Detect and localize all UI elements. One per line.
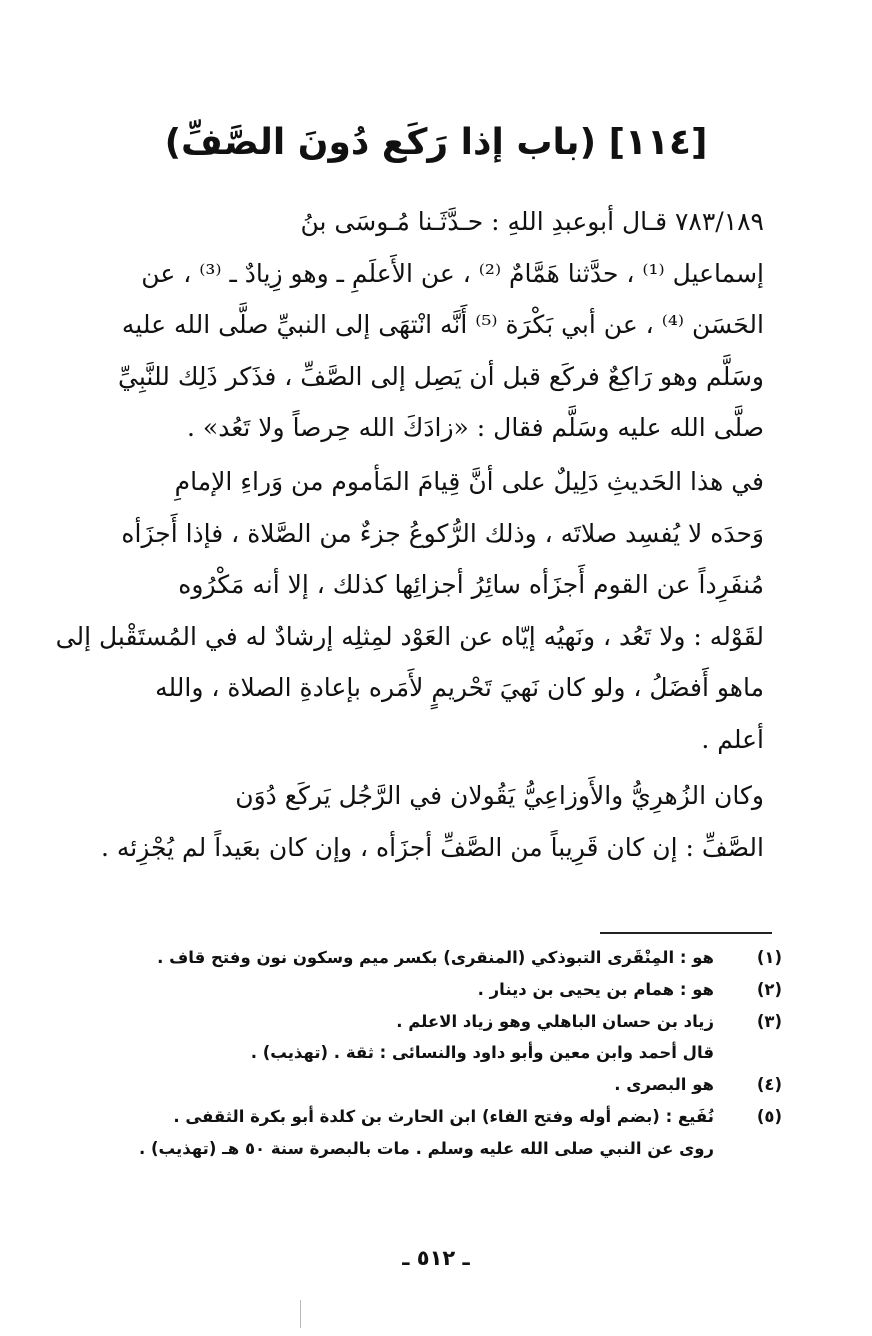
hadith-line: إسماعيل ⁽¹⁾ ، حدَّثنا هَمَّامٌ ⁽²⁾ ، عن الأَعلَمِ ـ وهو زِيادٌ ـ ⁽³⁾ ، عن <box>141 258 764 288</box>
chapter-title: [١١٤] (باب إذا رَكَع دُونَ الصَّفِّ) <box>164 122 708 163</box>
footnote-number <box>738 1037 782 1069</box>
hadith-line: صلَّى الله عليه وسَلَّم فقال : «زادَكَ الله حِرصاً ولا تَعُد» . <box>187 413 764 442</box>
footnote <box>130 974 782 1006</box>
footnote-continuation <box>130 1133 782 1165</box>
commentary-paragraph-1 <box>55 456 764 765</box>
footnote-text: نُفَيع : (بضم أوله وفتح الفاء) ابن الحارث بن كلدة أبو بكرة الثقفى . <box>173 1106 714 1126</box>
footnote-divider <box>600 932 772 934</box>
footnote-text: هو البصرى . <box>614 1075 714 1095</box>
footnote-number: (٥) <box>756 1106 782 1126</box>
footnote-text: قال أحمد وابن معين وأبو داود والنسائى : ثقة . (تهذيب) . <box>250 1043 714 1063</box>
footnote-continuation <box>130 1037 782 1069</box>
footnote-text: زياد بن حسان الباهلي وهو زياد الاعلم . <box>396 1011 714 1031</box>
footnote-text: روى عن النبي صلى الله عليه وسلم . مات بالبصرة سنة ٥٠ هـ (تهذيب) . <box>139 1138 714 1158</box>
hadith-line: وسَلَّم وهو رَاكِعٌ فركَع قبل أن يَصِل إلى الصَّفِّ ، فذَكر ذَلِك للنَّبِيِّ <box>118 361 764 391</box>
footnote <box>130 942 782 974</box>
hadith-line: الحَسَن ⁽⁴⁾ ، عن أبي بَكْرَة ⁽⁵⁾ أَنَّه انْتهَى إلى النبيِّ صلَّى الله عليه <box>121 310 764 339</box>
commentary-line: لقَوْله : ولا تَعُد ، ونَهيُه إيّاه عن العَوْد لمِثلِه إرشادٌ له في المُستَقْبل إلى <box>55 621 764 651</box>
commentary-line: وَحدَه لا يُفسِد صلاتَه ، وذلك الرُّكوعُ جزءٌ من الصَّلاة ، فإذا أَجزَأه <box>121 518 764 548</box>
commentary-line: أعلم . <box>701 724 764 754</box>
commentary-line: ماهو أَفضَلُ ، ولو كان نَهيَ تَحْريمٍ لأَمَره بإعادةِ الصلاة ، والله <box>155 673 764 702</box>
commentary-paragraph-2 <box>100 770 764 873</box>
footnotes <box>130 942 782 1165</box>
footnote-text: هو : المِنْقَرى التبوذكي (المنقرى) بكسر ميم وسكون نون وفتح قاف . <box>157 948 714 967</box>
commentary-line: مُنفَرِداً عن القوم أَجزَأه سائِرُ أجزائِها كذلك ، إلا أنه مَكْرُوه <box>178 570 764 599</box>
page-number: ـ ٥١٢ ـ <box>402 1246 470 1270</box>
footnote <box>130 1101 782 1133</box>
hadith-paragraph <box>108 196 764 454</box>
scan-artifact <box>300 1300 301 1328</box>
hadith-line: ٧٨٣/١٨٩ قـال أبوعبدِ اللهِ : حـدَّثَـنا مُـوسَى بنُ <box>300 207 764 236</box>
footnote-number: (٢) <box>756 979 782 999</box>
footnote-number: (٤) <box>756 1075 782 1095</box>
footnote-text: هو : همام بن يحيى بن دينار . <box>477 979 714 999</box>
commentary-line: وكان الزُهرِيُّ والأَوزاعِيُّ يَقُولان في الرَّجُل يَركَع دُوَن <box>235 781 764 810</box>
footnote <box>130 1006 782 1038</box>
commentary-line: في هذا الحَديثِ دَلِيلٌ على أنَّ قِيامَ المَأموم من وَراءِ الإمامِ <box>174 467 764 496</box>
footnote-number: (١) <box>756 948 782 967</box>
footnote <box>130 1069 782 1101</box>
footnote-number <box>738 1133 782 1165</box>
commentary-line: الصَّفِّ : إن كان قَرِيباً من الصَّفِّ أجزَأه ، وإن كان بعَيداً لم يُجْزِئه . <box>100 832 764 862</box>
footnote-number: (٣) <box>756 1011 782 1031</box>
